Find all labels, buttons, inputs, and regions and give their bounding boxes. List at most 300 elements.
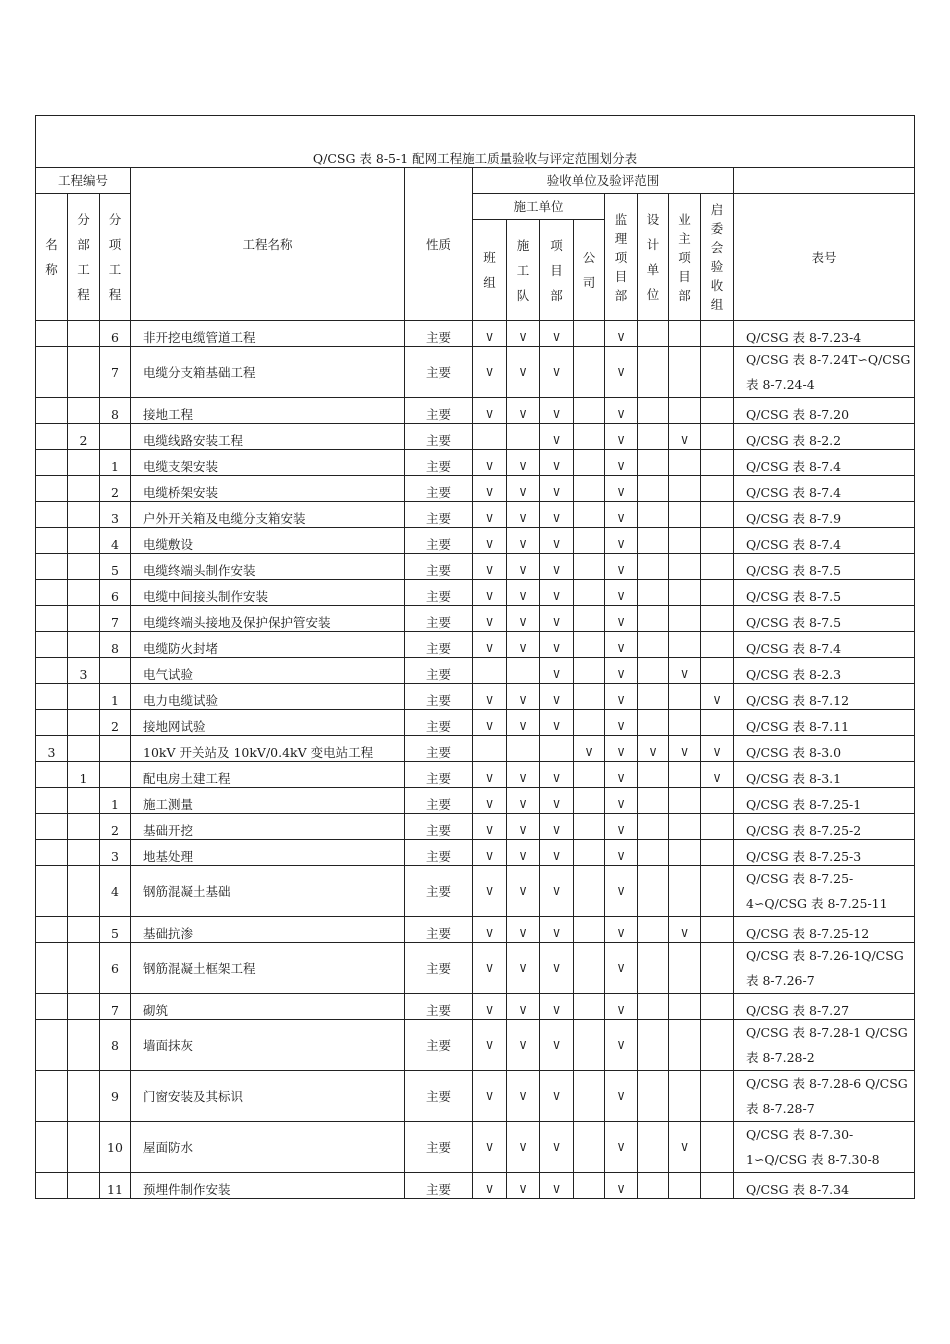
row-item-no: 6 [100, 943, 131, 994]
mark-supervision: V [605, 736, 638, 762]
mark-crew: V [507, 632, 540, 658]
row-project-name: 地基处理 [131, 840, 405, 866]
row-sub-project-no [68, 917, 100, 943]
row-form-no: Q/CSG 表 8-7.26-1Q/CSG 表 8-7.26-7 [734, 943, 915, 994]
row-form-no: Q/CSG 表 8-7.30-1∽Q/CSG 表 8-7.30-8 [734, 1122, 915, 1173]
row-name-no [36, 658, 68, 684]
row-name-no [36, 710, 68, 736]
mark-company [574, 814, 605, 840]
mark-owner [669, 606, 701, 632]
row-project-name: 电缆线路安装工程 [131, 424, 405, 450]
mark-supervision: V [605, 606, 638, 632]
row-nature: 主要 [405, 710, 473, 736]
row-sub-project-no: 3 [68, 658, 100, 684]
mark-team: V [473, 994, 507, 1020]
vertical-header-char: 项 [678, 249, 691, 265]
mark-crew: V [507, 1020, 540, 1071]
mark-design [638, 788, 669, 814]
table-row [36, 684, 915, 710]
row-nature: 主要 [405, 632, 473, 658]
mark-project-dept: V [540, 917, 574, 943]
mark-committee [701, 994, 734, 1020]
mark-project-dept: V [540, 450, 574, 476]
row-nature: 主要 [405, 321, 473, 347]
table-row [36, 476, 915, 502]
vertical-header-char: 会 [710, 240, 724, 255]
mark-team: V [473, 502, 507, 528]
table-row [36, 1122, 915, 1173]
row-name-no [36, 840, 68, 866]
mark-supervision: V [605, 528, 638, 554]
mark-owner [669, 632, 701, 658]
mark-committee [701, 580, 734, 606]
mark-design [638, 580, 669, 606]
row-name-no [36, 994, 68, 1020]
header-project-number: 工程编号 [36, 168, 131, 194]
mark-crew: V [507, 1071, 540, 1122]
row-form-no: Q/CSG 表 8-7.4 [734, 450, 915, 476]
mark-design [638, 1071, 669, 1122]
row-form-no: Q/CSG 表 8-7.20 [734, 398, 915, 424]
mark-owner [669, 554, 701, 580]
row-name-no [36, 684, 68, 710]
row-sub-project-no [68, 1173, 100, 1199]
mark-committee [701, 450, 734, 476]
row-name-no [36, 632, 68, 658]
vertical-header-char: 组 [483, 275, 496, 290]
row-sub-project-no [68, 321, 100, 347]
mark-committee [701, 917, 734, 943]
mark-company [574, 528, 605, 554]
mark-supervision: V [605, 762, 638, 788]
mark-design [638, 917, 669, 943]
mark-company [574, 580, 605, 606]
mark-supervision: V [605, 710, 638, 736]
mark-company [574, 994, 605, 1020]
row-nature: 主要 [405, 943, 473, 994]
mark-project-dept: V [540, 502, 574, 528]
mark-crew: V [507, 580, 540, 606]
mark-committee [701, 554, 734, 580]
mark-owner: V [669, 658, 701, 684]
mark-design [638, 321, 669, 347]
mark-company [574, 658, 605, 684]
row-name-no [36, 321, 68, 347]
row-sub-project-no [68, 710, 100, 736]
row-nature: 主要 [405, 398, 473, 424]
mark-design [638, 943, 669, 994]
mark-company [574, 917, 605, 943]
mark-committee [701, 943, 734, 994]
mark-supervision: V [605, 943, 638, 994]
table-row [36, 788, 915, 814]
row-sub-project-no [68, 1020, 100, 1071]
header-company [574, 220, 605, 321]
row-sub-project-no [68, 684, 100, 710]
vertical-header-char: 项 [550, 237, 563, 253]
acceptance-scope-sheet [35, 115, 914, 1199]
row-form-no: Q/CSG 表 8-2.2 [734, 424, 915, 450]
mark-project-dept: V [540, 684, 574, 710]
row-sub-project-no [68, 736, 100, 762]
table-row [36, 321, 915, 347]
mark-committee [701, 658, 734, 684]
mark-company [574, 943, 605, 994]
mark-committee [701, 528, 734, 554]
mark-project-dept: V [540, 866, 574, 917]
row-form-no: Q/CSG 表 8-7.4 [734, 528, 915, 554]
table-title: Q/CSG 表 8-5-1 配网工程施工质量验收与评定范围划分表 [36, 116, 915, 168]
row-item-no: 2 [100, 476, 131, 502]
row-form-no: Q/CSG 表 8-3.1 [734, 762, 915, 788]
mark-design [638, 632, 669, 658]
mark-team: V [473, 450, 507, 476]
table-row [36, 1071, 915, 1122]
table-row [36, 994, 915, 1020]
row-nature: 主要 [405, 917, 473, 943]
row-name-no [36, 943, 68, 994]
table-row [36, 710, 915, 736]
mark-committee: V [701, 684, 734, 710]
table-row [36, 1173, 915, 1199]
row-name-no [36, 1122, 68, 1173]
mark-design [638, 866, 669, 917]
row-form-no: Q/CSG 表 8-7.25-3 [734, 840, 915, 866]
mark-supervision: V [605, 1020, 638, 1071]
row-project-name: 接地网试验 [131, 710, 405, 736]
row-item-no [100, 658, 131, 684]
row-sub-project-no [68, 502, 100, 528]
row-sub-project-no [68, 580, 100, 606]
mark-project-dept: V [540, 658, 574, 684]
table-row [36, 554, 915, 580]
row-item-no: 7 [100, 994, 131, 1020]
mark-owner [669, 1071, 701, 1122]
table-row [36, 1020, 915, 1071]
header-item-project [100, 194, 131, 321]
mark-company: V [574, 736, 605, 762]
mark-team: V [473, 1020, 507, 1071]
mark-owner [669, 866, 701, 917]
mark-owner [669, 450, 701, 476]
row-sub-project-no [68, 1071, 100, 1122]
row-sub-project-no [68, 814, 100, 840]
vertical-header-char: 部 [77, 237, 90, 252]
mark-owner [669, 398, 701, 424]
row-item-no: 10 [100, 1122, 131, 1173]
row-item-no: 4 [100, 866, 131, 917]
mark-team: V [473, 943, 507, 994]
mark-crew: V [507, 606, 540, 632]
row-name-no [36, 580, 68, 606]
row-project-name: 电力电缆试验 [131, 684, 405, 710]
row-item-no: 7 [100, 347, 131, 398]
row-project-name: 10kV 开关站及 10kV/0.4kV 变电站工程 [131, 736, 405, 762]
mark-committee: V [701, 762, 734, 788]
row-form-no: Q/CSG 表 8-7.25-4∽Q/CSG 表 8-7.25-11 [734, 866, 915, 917]
mark-project-dept: V [540, 994, 574, 1020]
header-project-name: 工程名称 [131, 168, 405, 321]
mark-crew: V [507, 917, 540, 943]
mark-design: V [638, 736, 669, 762]
row-item-no: 1 [100, 788, 131, 814]
vertical-header-char: 单 [646, 262, 660, 277]
mark-crew: V [507, 684, 540, 710]
header-supervision [605, 194, 638, 321]
row-sub-project-no [68, 476, 100, 502]
mark-project-dept: V [540, 580, 574, 606]
row-name-no [36, 450, 68, 476]
mark-owner [669, 476, 701, 502]
mark-supervision: V [605, 1122, 638, 1173]
row-project-name: 屋面防水 [131, 1122, 405, 1173]
row-sub-project-no [68, 347, 100, 398]
mark-company [574, 476, 605, 502]
vertical-header-char: 部 [614, 287, 628, 303]
row-item-no: 3 [100, 840, 131, 866]
row-form-no: Q/CSG 表 8-7.28-6 Q/CSG 表 8-7.28-7 [734, 1071, 915, 1122]
row-item-no: 1 [100, 450, 131, 476]
mark-crew: V [507, 321, 540, 347]
vertical-header-char: 工 [108, 262, 122, 277]
row-name-no [36, 1173, 68, 1199]
vertical-header-char: 部 [678, 287, 691, 303]
row-item-no: 9 [100, 1071, 131, 1122]
mark-supervision: V [605, 994, 638, 1020]
mark-project-dept: V [540, 1020, 574, 1071]
mark-supervision: V [605, 917, 638, 943]
table-row [36, 917, 915, 943]
mark-crew: V [507, 554, 540, 580]
mark-supervision: V [605, 321, 638, 347]
mark-team: V [473, 788, 507, 814]
vertical-header-char: 监 [614, 211, 628, 227]
mark-design [638, 840, 669, 866]
header-blank [734, 168, 915, 194]
row-nature: 主要 [405, 450, 473, 476]
row-nature: 主要 [405, 736, 473, 762]
mark-team: V [473, 762, 507, 788]
row-sub-project-no [68, 450, 100, 476]
row-item-no [100, 424, 131, 450]
mark-project-dept: V [540, 1173, 574, 1199]
row-name-no [36, 1071, 68, 1122]
table-row [36, 632, 915, 658]
mark-committee [701, 1020, 734, 1071]
mark-owner [669, 1173, 701, 1199]
row-name-no [36, 814, 68, 840]
mark-committee [701, 1122, 734, 1173]
row-project-name: 电缆终端头接地及保护保护管安装 [131, 606, 405, 632]
row-nature: 主要 [405, 840, 473, 866]
mark-design [638, 398, 669, 424]
row-name-no [36, 476, 68, 502]
mark-company [574, 788, 605, 814]
vertical-header-char: 工 [516, 262, 530, 278]
mark-company [574, 424, 605, 450]
mark-supervision: V [605, 866, 638, 917]
row-project-name: 电缆敷设 [131, 528, 405, 554]
row-project-name: 基础开挖 [131, 814, 405, 840]
header-committee [701, 194, 734, 321]
mark-company [574, 321, 605, 347]
table-row [36, 762, 915, 788]
row-name-no [36, 528, 68, 554]
row-item-no: 2 [100, 710, 131, 736]
mark-crew: V [507, 1173, 540, 1199]
mark-company [574, 1122, 605, 1173]
mark-design [638, 710, 669, 736]
row-project-name: 砌筑 [131, 994, 405, 1020]
mark-owner [669, 814, 701, 840]
row-project-name: 配电房土建工程 [131, 762, 405, 788]
mark-company [574, 710, 605, 736]
table-row [36, 866, 915, 917]
mark-owner: V [669, 1122, 701, 1173]
row-project-name: 基础抗渗 [131, 917, 405, 943]
row-sub-project-no [68, 528, 100, 554]
mark-supervision: V [605, 840, 638, 866]
mark-project-dept: V [540, 398, 574, 424]
vertical-header-char: 验 [710, 259, 724, 274]
row-nature: 主要 [405, 814, 473, 840]
mark-team: V [473, 840, 507, 866]
vertical-header-char: 程 [108, 287, 122, 302]
header-team [473, 220, 507, 321]
mark-crew [507, 424, 540, 450]
vertical-header-char: 启 [710, 202, 724, 217]
mark-design [638, 347, 669, 398]
table-row [36, 424, 915, 450]
row-name-no [36, 347, 68, 398]
table-row [36, 840, 915, 866]
mark-design [638, 1173, 669, 1199]
row-item-no [100, 736, 131, 762]
mark-owner [669, 528, 701, 554]
vertical-header-char: 委 [710, 221, 724, 236]
mark-design [638, 606, 669, 632]
row-form-no: Q/CSG 表 8-7.5 [734, 554, 915, 580]
mark-supervision: V [605, 1173, 638, 1199]
mark-design [638, 658, 669, 684]
row-sub-project-no [68, 840, 100, 866]
mark-crew: V [507, 398, 540, 424]
row-item-no: 7 [100, 606, 131, 632]
table-row [36, 450, 915, 476]
mark-supervision: V [605, 554, 638, 580]
row-item-no: 5 [100, 917, 131, 943]
header-nature: 性质 [405, 168, 473, 321]
vertical-header-char: 项 [108, 237, 122, 252]
row-nature: 主要 [405, 1122, 473, 1173]
row-project-name: 钢筋混凝土框架工程 [131, 943, 405, 994]
row-nature: 主要 [405, 1173, 473, 1199]
table-row [36, 814, 915, 840]
mark-team: V [473, 580, 507, 606]
mark-design [638, 1122, 669, 1173]
mark-company [574, 762, 605, 788]
mark-crew: V [507, 1122, 540, 1173]
table-row [36, 398, 915, 424]
table-row [36, 528, 915, 554]
mark-design [638, 476, 669, 502]
row-nature: 主要 [405, 554, 473, 580]
vertical-header-char: 计 [646, 237, 660, 252]
mark-team: V [473, 1122, 507, 1173]
row-sub-project-no [68, 554, 100, 580]
mark-committee [701, 814, 734, 840]
mark-team [473, 658, 507, 684]
mark-owner [669, 580, 701, 606]
mark-project-dept: V [540, 814, 574, 840]
row-project-name: 电缆支架安装 [131, 450, 405, 476]
vertical-header-char: 分 [108, 212, 122, 227]
row-form-no: Q/CSG 表 8-7.25-1 [734, 788, 915, 814]
mark-company [574, 347, 605, 398]
row-name-no [36, 866, 68, 917]
mark-crew: V [507, 502, 540, 528]
mark-company [574, 632, 605, 658]
mark-owner [669, 762, 701, 788]
mark-crew [507, 658, 540, 684]
mark-crew: V [507, 814, 540, 840]
vertical-header-char: 项 [614, 249, 628, 265]
mark-project-dept: V [540, 943, 574, 994]
mark-committee [701, 347, 734, 398]
mark-project-dept: V [540, 554, 574, 580]
row-form-no: Q/CSG 表 8-7.12 [734, 684, 915, 710]
mark-company [574, 1071, 605, 1122]
row-form-no: Q/CSG 表 8-7.28-1 Q/CSG 表 8-7.28-2 [734, 1020, 915, 1071]
mark-team: V [473, 1071, 507, 1122]
vertical-header-char: 位 [646, 287, 660, 302]
mark-committee [701, 398, 734, 424]
row-nature: 主要 [405, 684, 473, 710]
vertical-header-char: 程 [77, 287, 90, 302]
mark-committee [701, 321, 734, 347]
mark-project-dept: V [540, 632, 574, 658]
mark-committee [701, 1173, 734, 1199]
mark-supervision: V [605, 1071, 638, 1122]
row-project-name: 施工测量 [131, 788, 405, 814]
row-sub-project-no [68, 788, 100, 814]
mark-committee [701, 502, 734, 528]
mark-design [638, 1020, 669, 1071]
mark-design [638, 450, 669, 476]
row-sub-project-no: 2 [68, 424, 100, 450]
table-row [36, 606, 915, 632]
row-item-no: 11 [100, 1173, 131, 1199]
row-form-no: Q/CSG 表 8-2.3 [734, 658, 915, 684]
mark-design [638, 424, 669, 450]
header-project-dept [540, 220, 574, 321]
mark-company [574, 840, 605, 866]
row-nature: 主要 [405, 347, 473, 398]
vertical-header-char: 班 [483, 250, 496, 265]
vertical-header-char: 队 [516, 287, 530, 303]
row-name-no [36, 398, 68, 424]
mark-company [574, 606, 605, 632]
mark-design [638, 814, 669, 840]
mark-crew: V [507, 450, 540, 476]
row-item-no: 6 [100, 580, 131, 606]
mark-team: V [473, 606, 507, 632]
mark-project-dept [540, 736, 574, 762]
mark-committee [701, 606, 734, 632]
row-sub-project-no [68, 606, 100, 632]
mark-supervision: V [605, 502, 638, 528]
row-sub-project-no [68, 994, 100, 1020]
